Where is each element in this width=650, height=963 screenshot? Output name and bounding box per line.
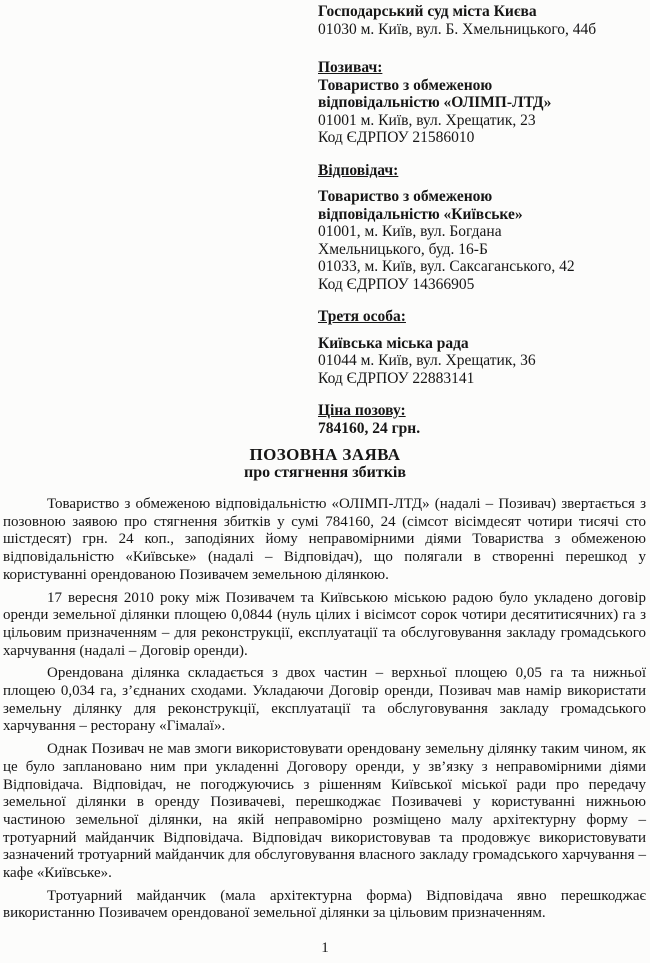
plaintiff-name-line2: відповідальністю «ОЛІМП-ЛТД» [318, 94, 552, 111]
plaintiff-address: 01001 м. Київ, вул. Хрещатик, 23 [318, 111, 536, 129]
paragraph-obstruction: Однак Позивач не мав змоги використовувати орендовану земельну ділянку таким чином, як це було заплановано ним при укладенні Договору оренди, у зв’язку з неправомірними діями Відповідача. Відповідач, не погоджуючись з рішенням Київської міської ради про передачу земельної ділянки в оренду Позивачеві, перешкоджає Позивачеві у користуванні нижньою частиною земельної ділянки, на якій неправомірно розміщено малу архітектурну форму – тротуарний майданчик Відповідача. Відповідач використовував та продовжує використовувати зазначений тротуарний майданчик для обслуговування власного закладу громадського харчування – кафе «Київське». [3, 741, 646, 882]
page-number: 1 [321, 940, 329, 956]
third-party-address: 01044 м. Київ, вул. Хрещатик, 36 [318, 352, 536, 369]
document-body [3, 496, 646, 928]
defendant-name-line1: Товариство з обмеженою [318, 188, 493, 205]
claim-price-value: 784160, 24 грн. [318, 419, 421, 437]
defendant-address-line1: 01001, м. Київ, вул. Богдана [318, 223, 502, 240]
paragraph-conclusion: Тротуарний майданчик (мала архітектурна форма) Відповідача явно перешкоджає використанню Позивачем орендованої земельної ділянки за цільовим призначенням. [3, 887, 646, 922]
defendant-name-line2: відповідальністю «Київське» [318, 205, 523, 223]
defendant-address-line3: 01033, м. Київ, вул. Саксаганського, 42 [318, 258, 575, 275]
document-subtitle: про стягнення збитків [243, 463, 406, 481]
plaintiff-label: Позивач: [318, 59, 383, 76]
defendant-label: Відповідач: [318, 161, 399, 179]
paragraph-intro-claim: Товариство з обмеженою відповідальністю «ОЛІМП-ЛТД» (надалі – Позивач) звертається з позовною заявою про стягнення збитків у сумі 784160, 24 (сімсот вісімдесят чотири тисячі сто шістдесят) грн. 24 коп., заподіяних йому неправомірними діями Товариства з обмеженою відповідальністю «Київське» (надалі – Відповідач), що полягали в створенні перешкод у користуванні орендованою Позивачем земельною ділянкою. [3, 496, 646, 583]
plaintiff-code: Код ЄДРПОУ 21586010 [318, 129, 475, 146]
third-party-code: Код ЄДРПОУ 22883141 [318, 369, 475, 387]
document-header [318, 3, 638, 437]
third-party-label: Третя особа: [318, 308, 406, 325]
paragraph-lease-contract: 17 вересня 2010 року між Позивачем та Київською міською радою було укладено договір оренди земельної ділянки площею 0,0844 (нуль цілих і вісімсот сорок чотири десятитисячних) га з цільовим призначенням – для реконструкції, експлуатації та обслуговування закладу громадського харчування (надалі – Договір оренди). [3, 589, 646, 659]
claim-price-label: Ціна позову: [318, 402, 406, 419]
court-address: 01030 м. Київ, вул. Б. Хмельницького, 44б [318, 20, 597, 38]
defendant-code: Код ЄДРПОУ 14366905 [318, 275, 475, 293]
document-title-block [0, 446, 650, 481]
plaintiff-name-line1: Товариство з обмеженою [318, 76, 493, 94]
paragraph-plot-description: Орендована ділянка складається з двох частин – верхньої площею 0,05 га та нижньої площею 0,034 га, з’єднаних сходами. Укладаючи Договір оренди, Позивач мав намір використати земельну ділянку для реконструкції, експлуатації та обслуговування закладу громадського харчування – ресторану «Гімалаї». [3, 665, 646, 735]
court-name: Господарський суд міста Києва [318, 3, 537, 20]
document-title: ПОЗОВНА ЗАЯВА [249, 445, 401, 464]
third-party-name: Київська міська рада [318, 334, 469, 352]
defendant-address-line2: Хмельницького, буд. 16-Б [318, 240, 488, 258]
